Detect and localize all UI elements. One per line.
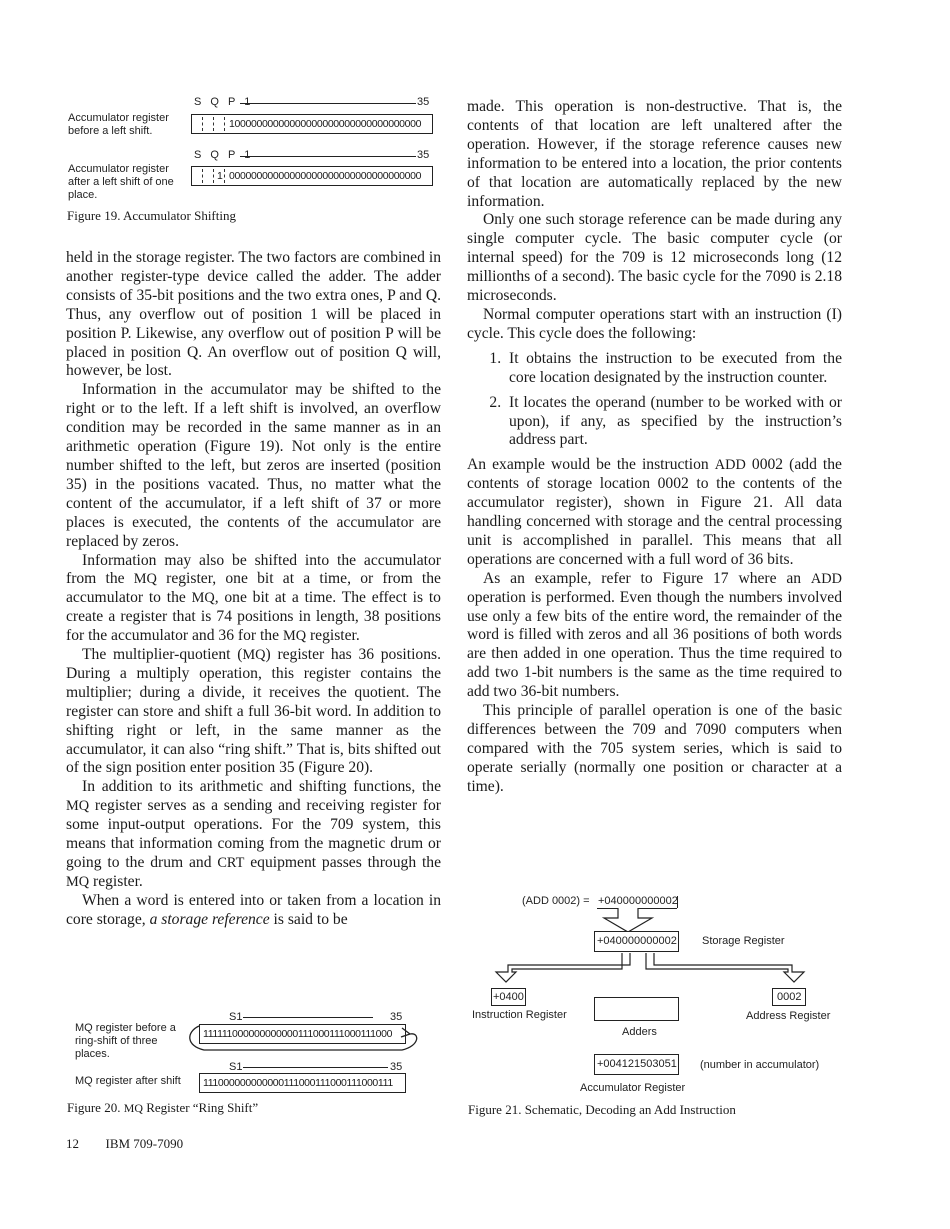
fig21-addr-reg-value: 0002 [777,991,802,1003]
fig21-adders-label: Adders [622,1026,657,1038]
fig19-before-bits: 10000000000000000000000000000000000 [229,118,422,130]
fig20-after-range-line [243,1067,388,1068]
right-paragraph-3: Normal computer operations start with an instruction (I) cycle. This cycle does the following: [467,305,842,342]
fig21-instr-reg-label: Instruction Register [472,1009,567,1021]
fig20-after-bits: 111000000000000111000111000111000111 [203,1077,393,1089]
fig21-instr-reg-value: +0400 [493,991,524,1003]
fig19-before-header: S Q P 1 [194,96,254,108]
instruction-cycle-steps [467,350,842,451]
fig20-after-register [199,1073,406,1093]
fig20-after-label: MQ register after shift [75,1075,181,1087]
fig21-address-register [772,988,806,1006]
right-column [467,98,842,797]
fig20-ring-arrow [184,1018,424,1056]
fig20-caption: Figure 20. MQ Register “Ring Shift” [67,1100,259,1115]
left-paragraph-4: The multiplier-quotient (MQ) register has 36 positions. During a multiply operation, this register contains the multiplier; during a divide, it receives the quotient. The register can store and shift a full 36-bit word. In addition to shifting right or left, in the same manner as the accumulator, it can also “ring shift.” That is, bits shifted out of the sign position enter position 35 (Figure 20). [66,646,441,777]
fig20-after-s1: S1 [229,1061,243,1073]
fig20-before-label: MQ register before a ring-shift of three places. [75,1022,176,1060]
fig21-acc-value: +004121503051 [597,1058,677,1070]
fig20-before-bits: 111111000000000000111000111000111000 [203,1028,393,1040]
right-paragraph-1: made. This operation is non-destructive. That is, the contents of that location are left unaltered after the operation. However, if the storage reference causes new information to be entered into a location, the prior contents of that location are automatically replaced by the new information. [467,98,842,210]
left-paragraph-5: In addition to its arithmetic and shifting functions, the MQ register serves as a sending and receiving register for some input-output operations. For the 709 system, this means that information coming from the magnetic drum or going to the drum and CRT equipment passes through the MQ register. [66,778,442,890]
storage-reference-term: a storage reference [149,910,270,928]
fig19-after-register [191,166,433,186]
left-paragraph-1: held in the storage register. The two factors are combined in another register-type device called the adder. The adder consists of 35-bit positions and the two extra ones, P and Q. Thus, any overflow out of position 1 will be placed in position P. Likewise, any overflow out of position P will be placed in position Q. An overflow out of position Q will, however, be lost. [66,249,441,380]
fig21-instruction-register [491,988,526,1006]
page-number: 12 [66,1136,79,1151]
fig19-before-register [191,114,433,134]
fig21-storage-value: +040000000002 [597,935,677,947]
step-1: 1. It obtains the instruction to be executed from the core location designated by the instruction counter. [505,350,842,388]
fig20-before-s1: S1 [229,1011,243,1023]
fig21-storage-label: Storage Register [702,935,785,947]
fig21-acc-label: Accumulator Register [580,1082,686,1094]
fig21-acc-note: (number in accumulator) [700,1059,820,1071]
fig20-after-end: 35 [390,1061,403,1073]
fig19-caption: Figure 19. Accumulator Shifting [67,208,236,223]
right-paragraph-2: Only one such storage reference can be made during any single computer cycle. The basic computer cycle (or internal speed) for the 709 is 12 microseconds long (12 millionths of a second). The basic cycle for the 7090 is 2.18 microseconds. [467,211,842,305]
fig19-after-label: Accumulator register after a left shift of one place. [68,163,174,201]
fig21-addr-reg-label: Address Register [746,1010,831,1022]
fig21-accumulator-register [594,1054,679,1075]
right-paragraph-4: An example would be the instruction ADD 0002 (add the contents of storage location 0002 to the contents of the accumulator register), shown in Figure 21. All data handling concerned with storage and the central processing unit is accomplished in parallel. This means that all operations are concerned with a full word of 36 bits. [467,456,842,568]
left-paragraph-6: When a word is entered into or taken from a location in core storage, a storage reference is said to be [66,891,441,928]
fig19-after-end: 35 [417,149,430,161]
fig21-instruction: (ADD 0002) = [522,895,590,907]
fig19-after-p-bit: 1 [217,170,223,182]
fig21-instruction-value: +040000000002 [598,895,678,907]
page-footer [66,1136,183,1152]
fig21-adders-box [594,997,679,1021]
fig19-after-header: S Q P 1 [194,149,254,161]
fig19-after-bits: 00000000000000000000000000000000000 [229,170,422,182]
left-column [66,249,441,930]
fig19-before-range-line [240,103,416,104]
footer-title: IBM 709-7090 [105,1136,184,1151]
fig20-before-end: 35 [390,1011,403,1023]
fig19-before-end: 35 [417,96,430,108]
fig21-storage-register [594,931,679,952]
fig21-caption: Figure 21. Schematic, Decoding an Add Instruction [468,1102,736,1117]
left-paragraph-3: Information may also be shifted into the accumulator from the MQ register, one bit at a time, or from the accumulator to the MQ, one bit at a time. The effect is to create a register that is 74 positions in length, 38 positions for the accumulator and 36 for the MQ register. [66,551,441,645]
fig19-before-label: Accumulator register before a left shift. [68,112,169,137]
fig19-after-range-line [240,156,416,157]
right-paragraph-6: This principle of parallel operation is one of the basic differences between the 709 and 7090 computers when compared with the 705 system series, which is said to operate serially (normally one position or character at a time). [467,702,842,795]
step-2: 2. It locates the operand (number to be worked with or upon), if any, as specified by the instruction’s address part. [505,394,842,451]
left-paragraph-2: Information in the accumulator may be shifted to the right or to the left. If a left shift is involved, an overflow condition may be recorded in the same manner as in an arithmetic operation (Figure 19). Not only is the entire number shifted to the left, but zeros are inserted (position 35) in the positions vacated. Thus, no matter what the content of the accumulator, if a left shift of 37 or more places is executed, the contents of the accumulator are replaced by zeros. [66,381,441,550]
right-paragraph-5: As an example, refer to Figure 17 where an ADD operation is performed. Even though the numbers involved use only a few bits of the entire word, the remainder of the word is filled with zeros and all 36 positions of both words are then added in one operation. Thus the time required to add two 1-bit numbers is the same as the time required to add two 36-bit numbers. [467,569,842,701]
